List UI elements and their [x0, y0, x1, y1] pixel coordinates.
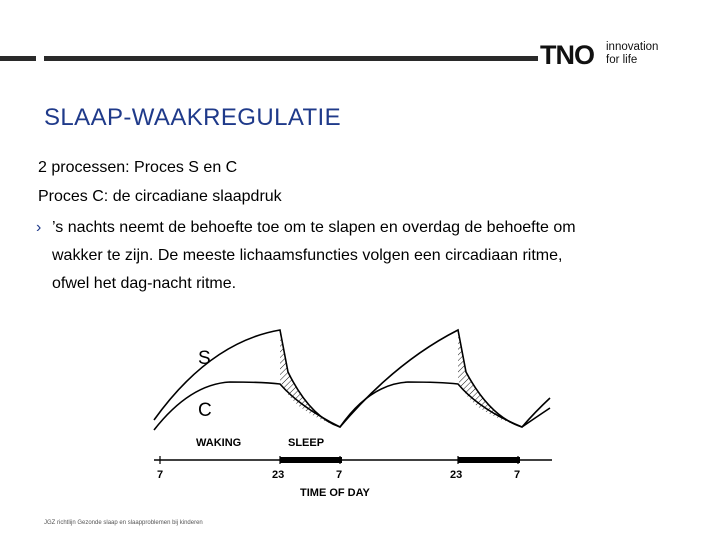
tick-label-7b: 7	[336, 469, 343, 481]
bullet-line-2: wakker te zijn. De meeste lichaamsfuncties volgen een circadiaan ritme,	[52, 247, 563, 264]
tick-label-23a: 23	[272, 469, 285, 481]
tick-label-7c: 7	[514, 469, 521, 481]
slide-body	[38, 156, 678, 298]
sleep-bar-1	[280, 457, 342, 463]
label-s: S	[198, 348, 211, 369]
bullet-line-1: ’s nachts neemt de behoefte toe om te slapen en overdag de behoefte om	[52, 219, 576, 236]
logo-tagline-line-2: for life	[606, 53, 638, 66]
bullet-chevron-icon: ›	[36, 219, 42, 236]
sleep-area-2	[458, 330, 522, 427]
tno-logo	[540, 40, 680, 70]
footer-source: JGZ richtlijn Gezonde slaap en slaapproblemen bij kinderen	[44, 520, 203, 526]
bullet-line-3: ofwel het dag-nacht ritme.	[52, 275, 237, 292]
logo-tagline-line-1: innovation	[606, 41, 659, 53]
logo-tagline	[606, 41, 658, 66]
body-line-process-c: Proces C: de circadiane slaapdruk	[38, 188, 282, 205]
sleep-wake-diagram	[140, 322, 560, 504]
tick-label-7a: 7	[157, 469, 164, 481]
bullet-item	[38, 214, 678, 298]
header-rule	[44, 56, 538, 61]
logo-mark: TNO	[540, 40, 594, 70]
label-c: C	[198, 400, 212, 421]
header-rule-left	[0, 56, 36, 61]
sleep-area-1	[280, 330, 340, 427]
body-line-processes: 2 processen: Proces S en C	[38, 159, 238, 176]
label-sleep: SLEEP	[288, 437, 325, 449]
slide-title: SLAAP-WAAKREGULATIE	[44, 104, 342, 131]
tick-label-23b: 23	[450, 469, 463, 481]
sleep-bar-2	[458, 457, 520, 463]
label-waking: WAKING	[196, 437, 242, 449]
axis-label-time-of-day: TIME OF DAY	[300, 487, 370, 499]
